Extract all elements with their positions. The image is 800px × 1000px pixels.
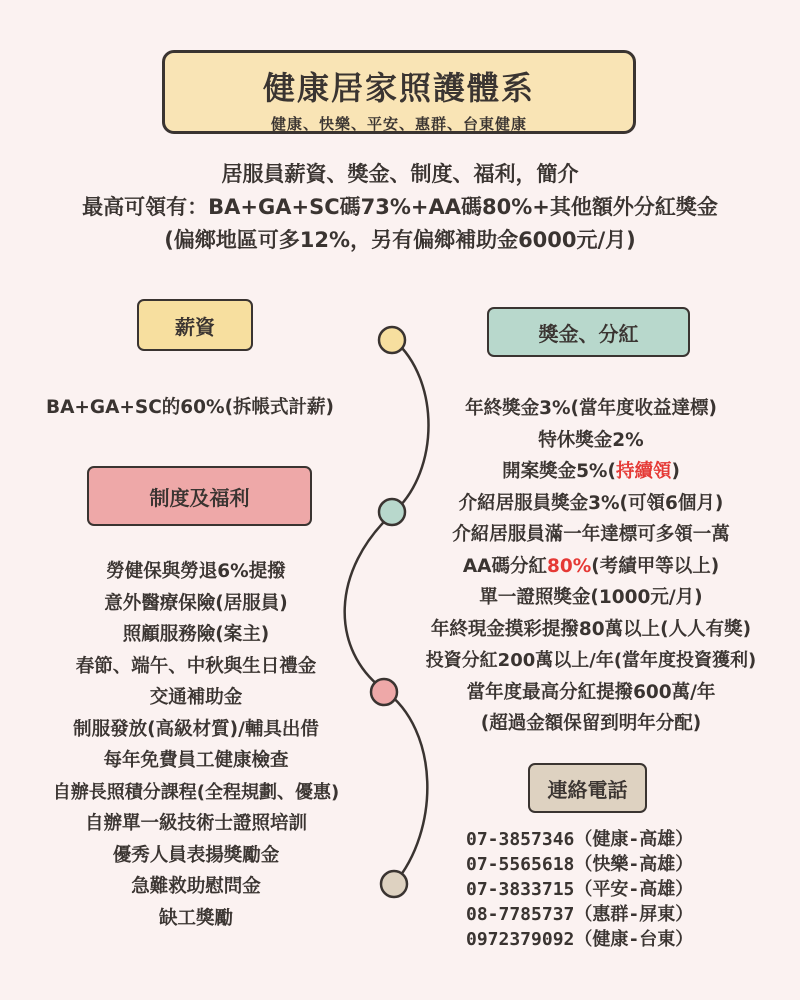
page-title: 健康居家照護體系	[262, 69, 535, 107]
system-pill	[87, 466, 312, 526]
phone-number[interactable]: 0972379092（健康-台東）	[466, 929, 694, 950]
page-subtitle: 健康、快樂、平安、惠群、台東健康	[270, 115, 527, 133]
system-item: 制服發放(高級材質)/輔具出借	[73, 718, 319, 740]
contact-pill	[528, 763, 647, 813]
phone-number[interactable]: 07-3857346（健康-高雄）	[466, 829, 694, 850]
bonus-item: 介紹居服員獎金3%(可領6個月)	[458, 492, 724, 514]
system-item: 勞健保與勞退6%提撥	[106, 561, 286, 582]
bonus-item: 單一證照獎金(1000元/月)	[479, 587, 703, 608]
contact-label: 連絡電話	[547, 777, 628, 802]
system-label: 制度及福利	[149, 485, 250, 510]
system-item: 照顧服務險(案主)	[122, 624, 270, 645]
bonus-pill	[487, 307, 690, 357]
timeline-dot-yellow	[379, 327, 405, 353]
bonus-item	[386, 551, 796, 583]
bonus-item	[386, 456, 796, 488]
system-item: 自辦長照積分課程(全程規劃、優惠)	[52, 781, 340, 803]
bonus-item: 年終現金摸彩提撥80萬以上(人人有獎)	[430, 618, 752, 640]
bonus-item-text: 開案獎金5%(	[502, 461, 616, 482]
bonus-item-highlight: 持續領	[615, 461, 672, 482]
bonus-item: 特休獎金2%	[538, 429, 644, 451]
bonus-item-text: )	[671, 461, 680, 482]
title-box	[162, 50, 636, 134]
bonus-item: (超過金額保留到明年分配)	[480, 713, 702, 734]
phone-number[interactable]: 07-3833715（平安-高雄）	[466, 879, 694, 900]
bonus-item: 投資分紅200萬以上/年(當年度投資獲利)	[425, 650, 757, 671]
system-item: 意外醫療保險(居服員)	[104, 592, 288, 614]
system-item: 交通補助金	[149, 687, 243, 708]
system-item: 急難救助慰問金	[131, 876, 261, 897]
bonus-list	[386, 393, 796, 740]
system-item: 優秀人員表揚獎勵金	[112, 844, 280, 866]
salary-label: 薪資	[175, 314, 215, 339]
system-item: 每年免費員工健康檢查	[103, 750, 289, 771]
system-item: 春節、端午、中秋與生日禮金	[75, 655, 317, 677]
bonus-item-highlight: 80%	[546, 555, 592, 577]
salary-pill	[137, 299, 253, 351]
intro-line-1: 居服員薪資、獎金、制度、福利，簡介	[221, 162, 579, 186]
salary-desc-block	[0, 393, 380, 419]
bonus-item-text: AA碼分紅	[462, 555, 547, 577]
phone-list	[466, 827, 693, 952]
bonus-item-text: (考績甲等以上)	[591, 555, 720, 577]
intro-line-2: 最高可領有：BA+GA+SC碼73%+AA碼80%+其他額外分紅獎金	[82, 195, 718, 219]
phone-number[interactable]: 08-7785737（惠群-屏東）	[466, 904, 694, 925]
intro-block	[0, 158, 800, 257]
system-item: 自辦單一級技術士證照培訓	[84, 813, 307, 834]
salary-desc: BA+GA+SC的60%(拆帳式計薪)	[45, 397, 334, 418]
bonus-item: 介紹居服員滿一年達標可多領一萬	[452, 524, 730, 545]
bonus-label: 獎金、分紅	[538, 321, 639, 346]
system-list	[0, 556, 392, 934]
system-item: 缺工獎勵	[158, 907, 233, 929]
bonus-item: 年終獎金3%(當年度收益達標)	[465, 398, 717, 419]
intro-line-3: (偏鄉地區可多12%，另有偏鄉補助金6000元/月)	[164, 228, 636, 252]
bonus-item: 當年度最高分紅提撥600萬/年	[466, 681, 716, 703]
phone-number[interactable]: 07-5565618（快樂-高雄）	[466, 854, 694, 875]
